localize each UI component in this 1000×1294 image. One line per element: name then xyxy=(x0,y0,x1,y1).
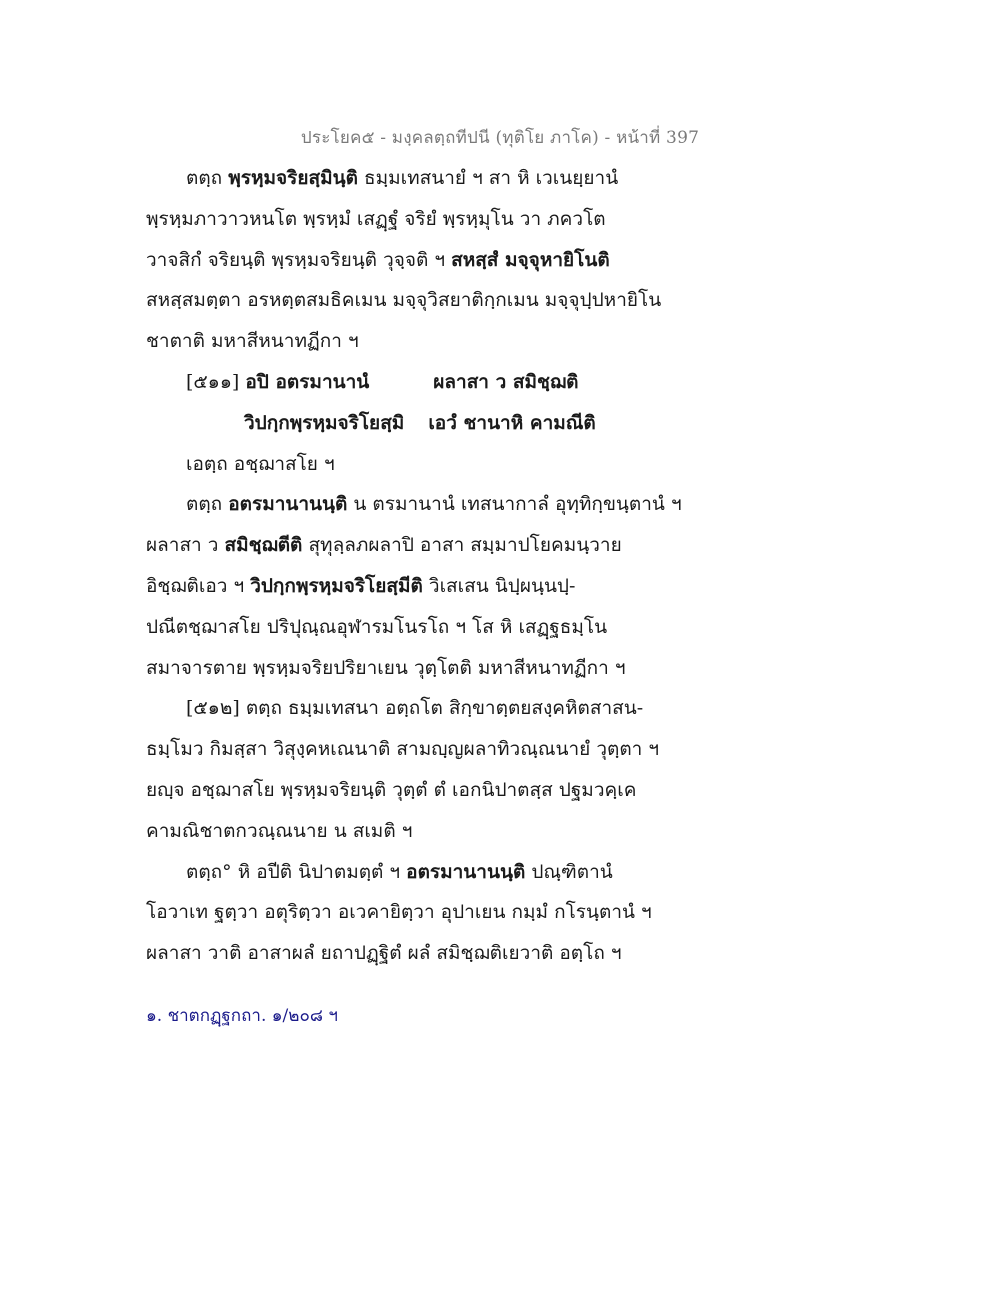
text-line xyxy=(146,240,706,281)
footnote: ๑. ชาตกฏฺฐกถา. ๑/๒๐๘ ฯ xyxy=(146,1006,338,1026)
page-header xyxy=(0,124,1000,151)
text-line: เอตฺถ อชฺฌาสโย ฯ xyxy=(186,452,335,475)
text-line: ชาตาติ มหาสีหนาทฏีกา ฯ xyxy=(146,330,359,353)
text-line: ผลาสา วาติ อาสาผลํ ยถาปฏฺฐิตํ ผลํ สมิชฺฌติเยวาติ อตฺโถ ฯ xyxy=(146,942,622,965)
text-line xyxy=(146,158,706,199)
text-run: สุทุลฺลภผลาปิ อาสา สมฺมาปโยคมนฺวาย xyxy=(302,534,622,557)
bold-term: อตรมานานนฺติ xyxy=(406,860,526,883)
page-header-text: ประโยค๕ - มงฺคลตฺถทีปนี (ทุติโย ภาโค) - หน้าที่ 397 xyxy=(300,128,700,148)
text-line: ธมฺโมว กิมสฺสา วิสุงฺคหเณนาติ สามญฺญผลาทิวณฺณนายํ วุตฺตา ฯ xyxy=(146,738,660,761)
text-line: ยญฺจ อชฺฌาสโย พฺรหฺมจริยนฺติ วุตฺตํ ตํ เอกนิปาตสฺส ปฐมวคฺเค xyxy=(146,778,637,801)
text-run: ปณฺฑิตานํ xyxy=(525,860,613,883)
text-run: ตตฺถ xyxy=(186,493,229,516)
text-run: น ตรมานานํ เทสนากาลํ อุทฺทิกฺขนฺตานํ ฯ xyxy=(347,493,682,516)
text-line: โอวาเท ฐตฺวา อตุริตฺวา อเวคายิตฺวา อุปาเยน กมฺมํ กโรนฺตานํ ฯ xyxy=(146,901,652,924)
text-run: ตตฺถ xyxy=(186,167,229,189)
verse-text: เอวํ ชานาหิ คามณีติ xyxy=(428,411,596,434)
verse-number: [๕๑๑] xyxy=(186,370,246,393)
bold-term: พฺรหฺมจริยสฺมินฺติ xyxy=(228,167,358,189)
text-line: พฺรหฺมภาวาวหนโต พฺรหฺมํ เสฏฺฐํ จริยํ พฺรหฺมุโน วา ภควโต xyxy=(146,207,606,230)
verse-line xyxy=(146,403,706,444)
verse-text: ผลาสา ว สมิชฺฌติ xyxy=(433,370,579,393)
text-line xyxy=(146,484,706,525)
text-line: [๕๑๒] ตตฺถ ธมฺมเทสนา อตฺถโต สิกฺขาตฺตยสงฺคหิตสาสน- xyxy=(186,697,644,720)
text-run: ธมฺมเทสนายํ ฯ สา หิ เวเนยฺยานํ xyxy=(357,167,619,189)
text-line xyxy=(146,525,706,566)
verse-text: อปิ อตรมานานํ xyxy=(245,370,370,393)
text-line xyxy=(146,566,706,607)
text-run: วาจสิกํ จริยนฺติ พฺรหฺมจริยนฺติ วุจฺจติ ฯ xyxy=(146,248,452,271)
bold-term: สหสฺสํ มจฺจุหายิโนติ xyxy=(451,248,610,271)
text-run: อิชฺฌติเอว ฯ xyxy=(146,574,251,597)
text-line: สหสฺสมตฺตา อรหตฺตสมธิคเมน มจฺจุวิสยาติกฺกเมน มจฺจุปฺปหายิโน xyxy=(146,289,662,312)
text-line xyxy=(146,852,706,893)
text-line: ปณีตชฺฌาสโย ปริปุณฺณอุฬารมโนรโถ ฯ โส หิ เสฏฺฐธมฺโน xyxy=(146,615,608,638)
text-run: ผลาสา ว xyxy=(146,534,225,557)
bold-term: สมิชฺฌตีติ xyxy=(224,534,303,557)
text-run: ตตฺถ° หิ อปีติ นิปาตมตฺตํ ฯ xyxy=(186,860,407,883)
verse-line xyxy=(146,362,706,403)
bold-term: อตรมานานนฺติ xyxy=(228,493,348,516)
text-line: คามณิชาตกวณฺณนาย น สเมติ ฯ xyxy=(146,819,413,842)
text-line: สมาจารตาย พฺรหฺมจริยปริยาเยน วุตฺโตติ มหาสีหนาทฏีกา ฯ xyxy=(146,656,626,679)
verse-text: วิปกฺกพฺรหฺมจริโยสฺมิ xyxy=(244,411,405,434)
text-run: วิเสเสน นิปฺผนฺนปฺ- xyxy=(422,574,576,597)
body-text xyxy=(146,158,706,974)
bold-term: วิปกฺกพฺรหฺมจริโยสฺมีติ xyxy=(250,574,423,597)
